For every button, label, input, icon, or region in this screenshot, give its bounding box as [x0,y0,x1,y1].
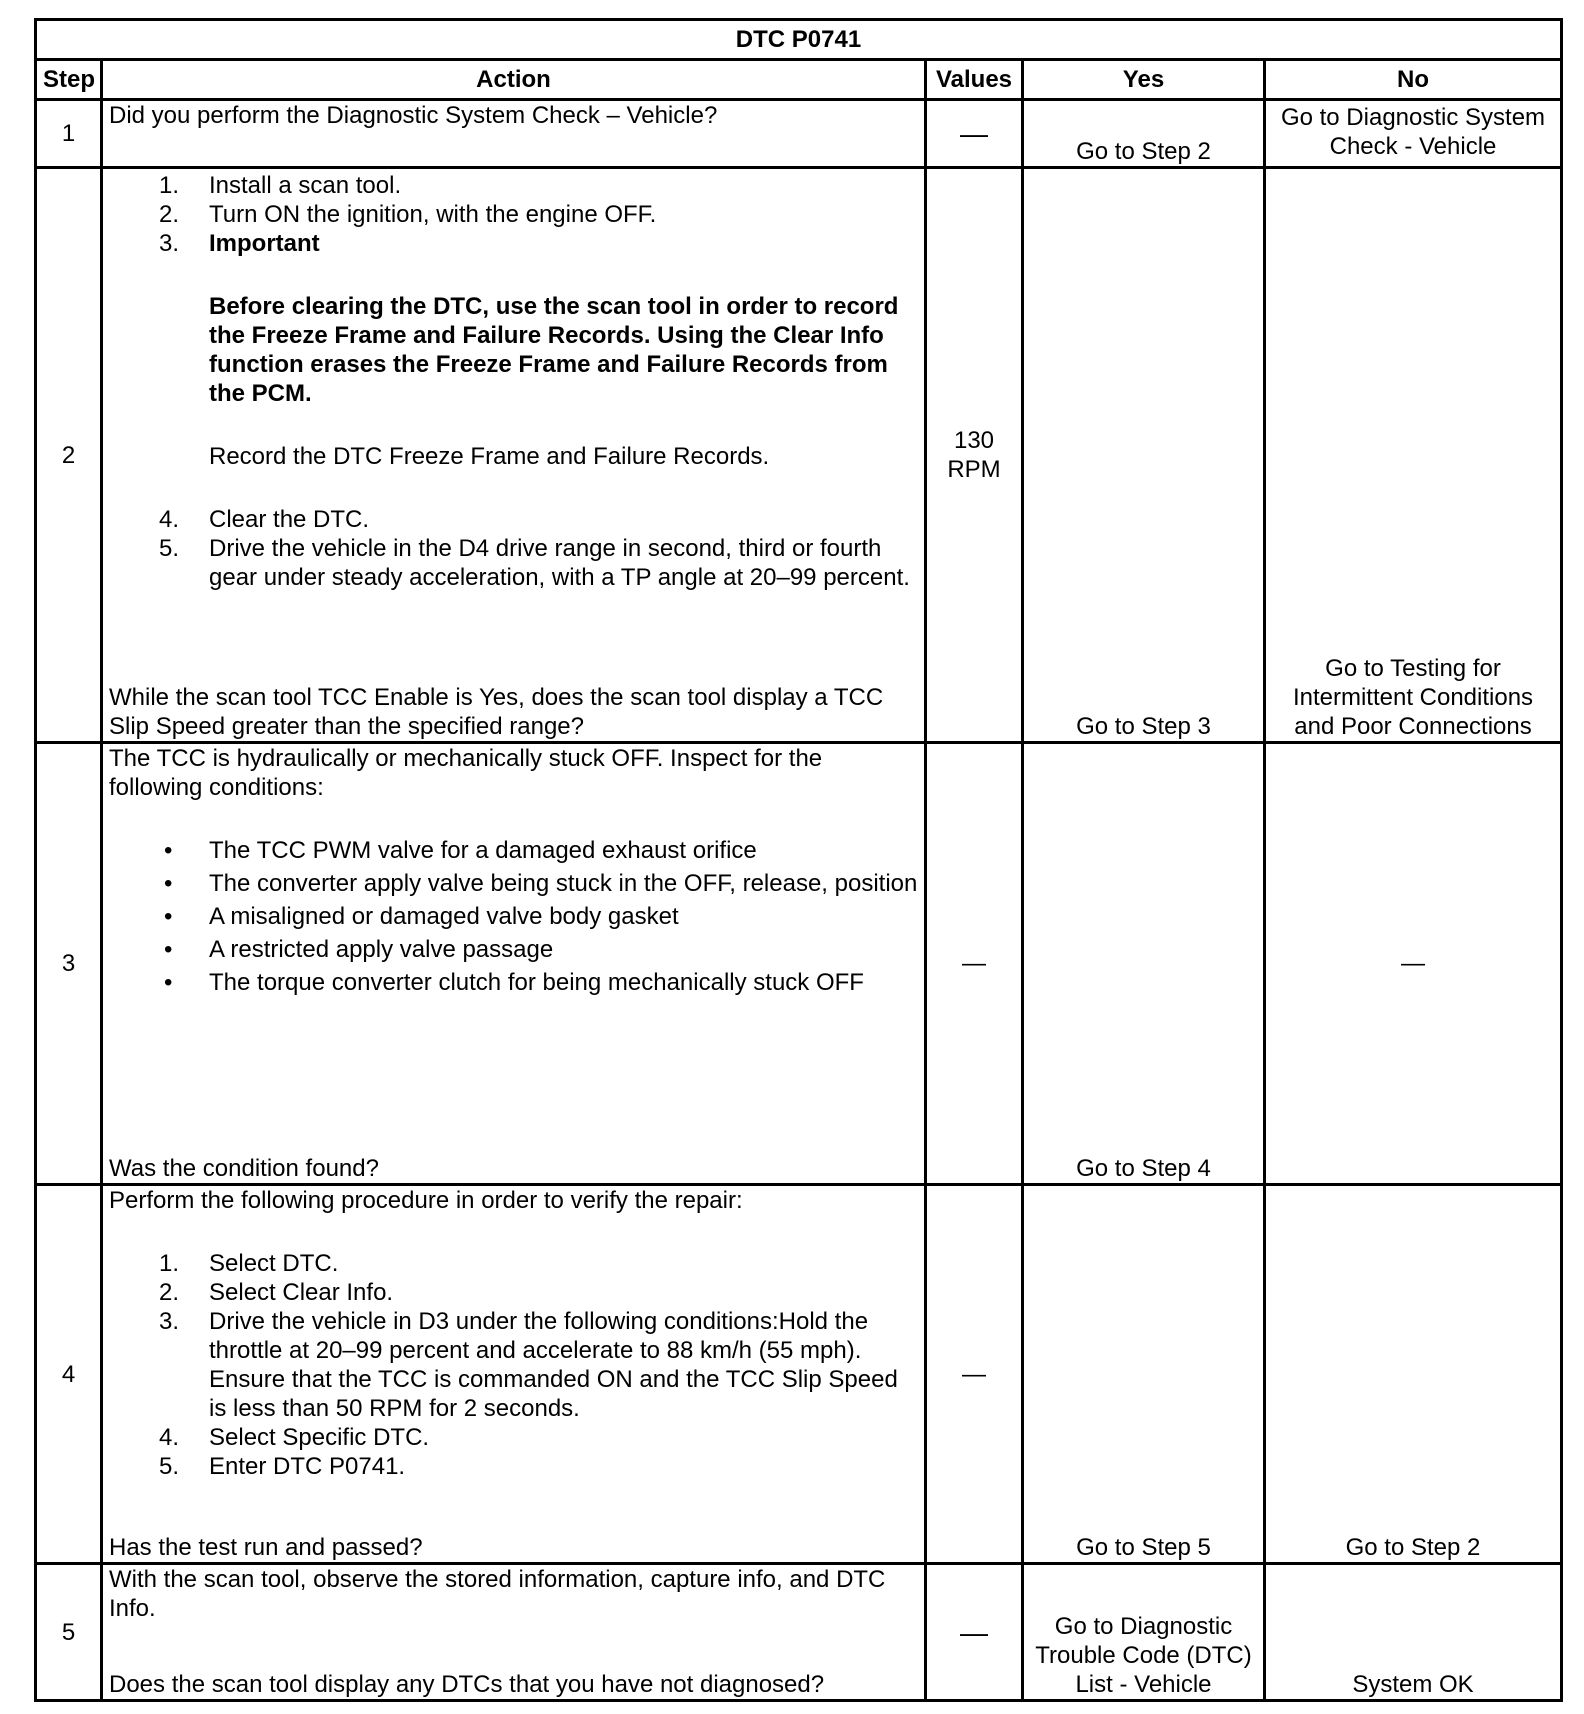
list-item: 5. Drive the vehicle in the D4 drive range in second, third or fourth gear under steady acceleration, with a TP angle at 20–99 percent. [159,535,910,591]
table-row [36,168,1562,743]
step-number: 1 [36,100,102,168]
table-row [36,1564,1562,1701]
list-item: • A misaligned or damaged valve body gasket [164,903,679,930]
list-item: • The torque converter clutch for being mechanically stuck OFF [164,969,864,996]
record-instruction: Record the DTC Freeze Frame and Failure Records. [209,443,770,470]
action-question: Did you perform the Diagnostic System Check – Vehicle? [109,102,718,129]
table-row [36,743,1562,1185]
list-item: 1. Install a scan tool. [159,172,402,199]
no-cell: System OK [1265,1564,1562,1701]
no-cell: Go to Testing for Intermittent Conditions and Poor Connections [1265,168,1562,743]
list-item: 4. Select Specific DTC. [159,1424,430,1451]
header-values: Values [926,60,1023,100]
step-number: 2 [36,168,102,743]
action-question: Was the condition found? [109,1155,379,1182]
values-cell [926,168,1023,743]
header-no: No [1265,60,1562,100]
values-cell: — [926,743,1023,1185]
action-intro: With the scan tool, observe the stored information, capture info, and DTC Info. [109,1566,886,1622]
important-label: Important [209,230,320,257]
condition-list [109,836,918,997]
header-step: Step [36,60,102,100]
list-item: 4. Clear the DTC. [159,506,370,533]
list-item: • The TCC PWM valve for a damaged exhaust orifice [164,837,757,864]
action-cell [102,168,926,743]
values-cell: — [926,1185,1023,1564]
action-question: While the scan tool TCC Enable is Yes, does the scan tool display a TCC Slip Speed greater than the specified range? [109,684,884,740]
dtc-table [34,18,1563,1702]
spec-unit: RPM [947,456,1001,483]
procedure-list [109,171,918,592]
important-note: Before clearing the DTC, use the scan tool in order to record the Freeze Frame and Failure Records. Using the Clear Info function erases the Freeze Frame and Failure Records from the PCM. [209,293,899,407]
title-row [36,20,1562,60]
action-cell [102,100,926,168]
spec-value: 130 [953,427,995,454]
list-item: 2. Select Clear Info. [159,1279,394,1306]
no-cell: Go to Diagnostic System Check - Vehicle [1265,100,1562,168]
header-row [36,60,1562,100]
action-intro: Perform the following procedure in order to verify the repair: [109,1187,743,1214]
list-item: 5. Enter DTC P0741. [159,1453,406,1480]
list-item: 1. Select DTC. [159,1250,339,1277]
yes-cell: Go to Step 4 [1023,743,1265,1185]
header-action: Action [102,60,926,100]
action-cell [102,1564,926,1701]
action-question: Has the test run and passed? [109,1534,423,1561]
table-row [36,100,1562,168]
procedure-list [109,1249,918,1481]
values-cell: — [926,100,1023,168]
action-cell [102,743,926,1185]
action-question: Does the scan tool display any DTCs that you have not diagnosed? [109,1671,825,1698]
list-item: • A restricted apply valve passage [164,936,554,963]
step-number: 3 [36,743,102,1185]
values-cell: — [926,1564,1023,1701]
action-intro: The TCC is hydraulically or mechanically stuck OFF. Inspect for the following conditions: [109,745,823,801]
action-cell [102,1185,926,1564]
yes-cell: Go to Step 3 [1023,168,1265,743]
step-number: 5 [36,1564,102,1701]
list-item: 3. Drive the vehicle in D3 under the following conditions:Hold the throttle at 20–99 percent and accelerate to 88 km/h (55 mph). Ensure that the TCC is commanded ON and the TCC Slip Speed is less than 50 RPM for 2 seconds. [159,1308,898,1422]
yes-cell: Go to Diagnostic Trouble Code (DTC) List - Vehicle [1023,1564,1265,1701]
list-item: 3. Important Before clearing the DTC, use the scan tool in order to record the Freeze Frame and Failure Records. Using the Clear Info function erases the Freeze Frame and Failure Records from the PCM. Record the DTC Freeze Frame and Failure Records. [109,229,918,471]
step-number: 4 [36,1185,102,1564]
no-cell: Go to Step 2 [1265,1185,1562,1564]
list-item: 2. Turn ON the ignition, with the engine OFF. [159,201,657,228]
yes-cell: Go to Step 2 [1023,100,1265,168]
yes-cell: Go to Step 5 [1023,1185,1265,1564]
no-cell: — [1265,743,1562,1185]
header-yes: Yes [1023,60,1265,100]
table-title: DTC P0741 [36,20,1562,60]
list-item: • The converter apply valve being stuck in the OFF, release, position [164,870,918,897]
table-row [36,1185,1562,1564]
